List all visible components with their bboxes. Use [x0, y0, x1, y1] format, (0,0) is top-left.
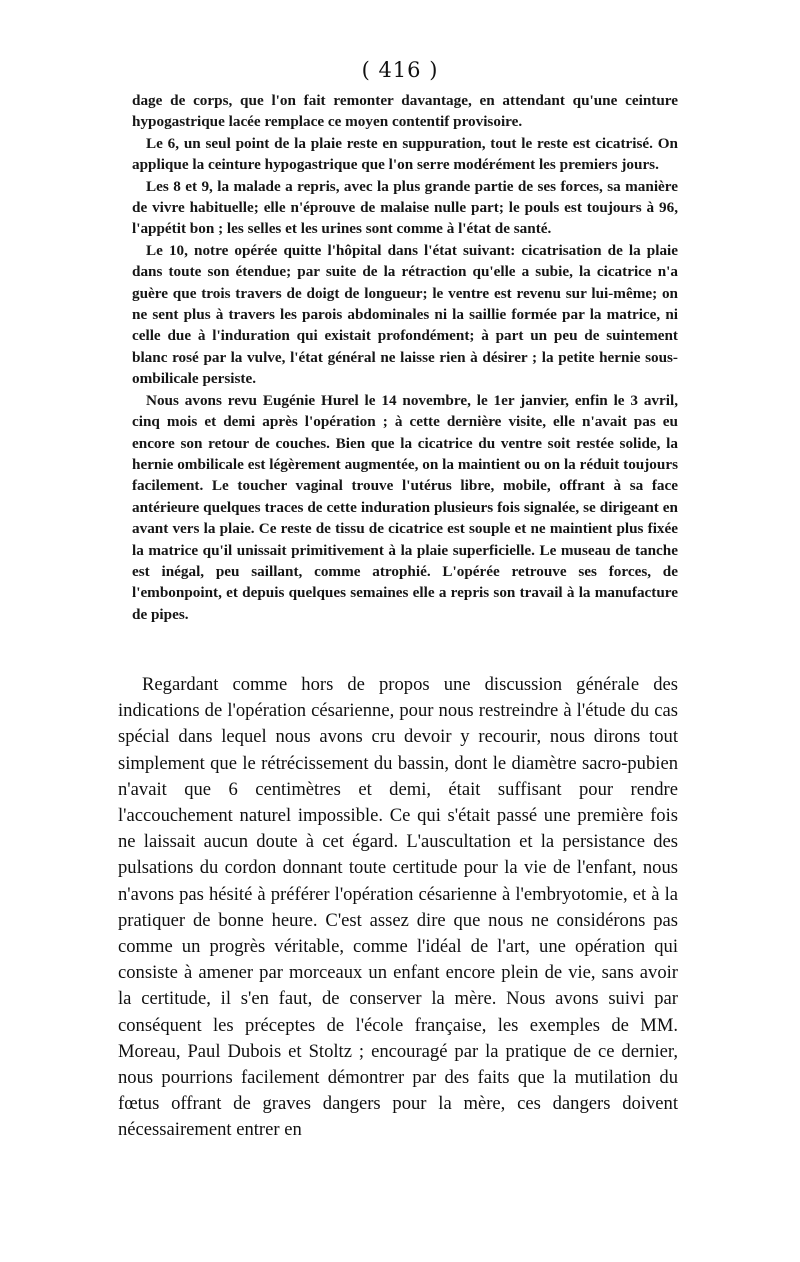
paragraph: dage de corps, que l'on fait remonter davantage, en attendant qu'une ceinture hypogastrique lacée remplace ce moyen contentif provisoire.: [132, 92, 678, 131]
paragraph: Nous avons revu Eugénie Hurel le 14 novembre, le 1er janvier, enfin le 3 avril, cinq mois et demi après l'opération ; à cette dernière visite, elle n'avait pas eu encore son retour de couches. Bien que la cicatrice du ventre soit restée solide, la hernie ombilicale est légèrement augmentée, on la maintient ou on la réduit toujours facilement. Le toucher vaginal trouve l'utérus libre, mobile, offrant à sa face antérieure quelques traces de cette induration plusieurs fois signalée, se dirigeant en avant vers la plaie. Ce reste de tissu de cicatrice est souple et ne maintient plus fixée la matrice qu'il unissait primitivement à la plaie superficielle. Le museau de tanche est inégal, peu saillant, comme atrophié. L'opérée retrouve ses forces, de l'embonpoint, et depuis quelques semaines elle a repris son travail à la manufacture de pipes.: [132, 391, 678, 623]
paragraph: Regardant comme hors de propos une discussion générale des indications de l'opération césarienne, pour nous restreindre à l'étude du cas spécial dans lequel nous avons cru devoir y recourir, nous dirons tout simplement que le rétrécissement du bassin, dont le diamètre sacro-pubien n'avait que 6 centimètres et demi, était suffisant pour rendre l'accouchement naturel impossible. Ce qui s'était passé une première fois ne laissait aucun doute à cet égard. L'auscultation et la persistance des pulsations du cordon donnant toute certitude pour la vie de l'enfant, nous n'avons pas hésité à préférer l'opération césarienne à l'embryotomie, et à la pratiquer de bonne heure. C'est assez dire que nous ne considérons pas comme un progrès véritable, comme l'idéal de l'art, une opération qui consiste à amener par morceaux un enfant encore plein de vie, sans avoir la certitude, il s'en faut, de conserver la mère. Nous avons suivi par conséquent les préceptes de l'école française, les exemples de MM. Moreau, Paul Dubois et Stoltz ; encouragé par la pratique de ce dernier, nous pourrions facilement démontrer par des faits que la mutilation du fœtus offrant de graves dangers pour la mère, ces dangers doivent nécessairement entrer en: [118, 674, 678, 1141]
discussion-section: [118, 672, 678, 1144]
page-number: ( 416 ): [361, 58, 439, 82]
paragraph: Le 10, notre opérée quitte l'hôpital dans l'état suivant: cicatrisation de la plaie dans toute son étendue; par suite de la rétraction qu'elle a subie, la cicatrice n'a guère que trois travers de doigt de longueur; le ventre est revenu sur lui-même; on ne sent plus à travers les parois abdominales ni la saillie formée par la matrice, ni celle due à l'induration qui existait profondément; à part un peu de suintement blanc rosé par la vulve, l'état général ne laisse rien à désirer ; la petite hernie sous-ombilicale persiste.: [132, 241, 678, 388]
paragraph: Le 6, un seul point de la plaie reste en suppuration, tout le reste est cicatrisé. On applique la ceinture hypogastrique que l'on serre modérément les premiers jours.: [132, 134, 678, 174]
paragraph: Les 8 et 9, la malade a repris, avec la plus grande partie de ses forces, sa manière de vivre habituelle; elle n'éprouve de malaise nulle part; le pouls est toujours à 96, l'appétit bon ; les selles et les urines sont comme à l'état de santé.: [132, 177, 678, 238]
case-report-section: [132, 90, 678, 625]
